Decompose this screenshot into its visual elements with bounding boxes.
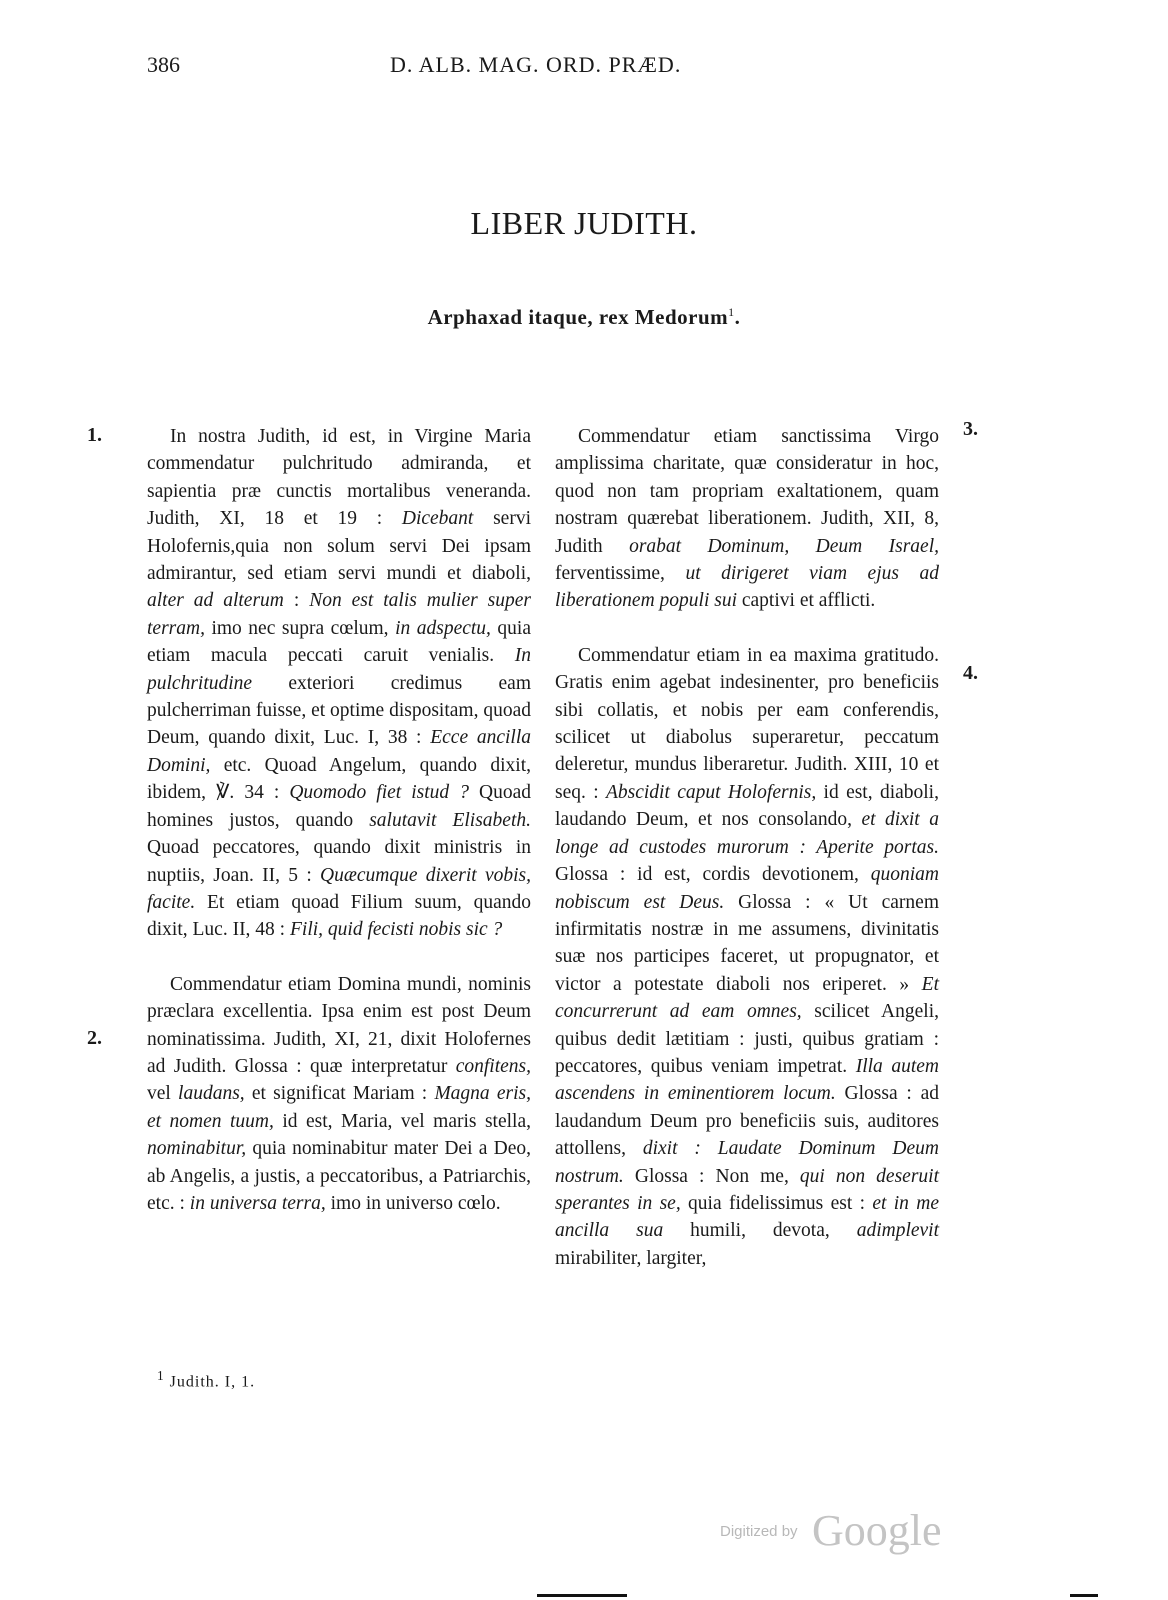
text-run: quia nominabitur mater Dei a Deo, ab Angelis, a justis, a peccatoribus, a Patriarchis, etc. :	[147, 1138, 531, 1214]
italic-run: et dixit a longe ad custodes murorum : Aperite portas.	[555, 809, 939, 858]
text-run: Et etiam quoad Filium suum, quando dixit, Luc. II, 48 :	[147, 891, 531, 941]
margin-number-2: 2.	[87, 1027, 102, 1049]
text-run: Quoad peccatores, quando dixit ministris in nuptiis, Joan. II, 5 :	[147, 837, 531, 886]
italic-run: Dicebant	[401, 508, 474, 530]
italic-run: laudans,	[178, 1083, 245, 1105]
text-run: quia etiam macula peccati caruit venialis.	[147, 617, 531, 667]
rubric-period: .	[734, 305, 741, 329]
watermark-prefix: Digitized by	[720, 1523, 798, 1540]
paragraph-4	[555, 642, 939, 1272]
text-run: Glossa : Non me,	[623, 1165, 800, 1187]
italic-run: Fili, quid fecisti nobis sic ?	[289, 919, 503, 941]
italic-run: orabat Dominum, Deum Israel,	[629, 535, 939, 557]
text-run: quia fidelissimus est :	[680, 1192, 873, 1214]
rubric-text: Arphaxad itaque, rex Medorum	[427, 305, 729, 329]
italic-run: Abscidit caput Holofernis,	[605, 781, 817, 803]
italic-run: ut dirigeret viam ejus ad liberationem populi sui	[555, 563, 939, 612]
italic-run: qui non deseruit sperantes in se,	[555, 1165, 939, 1214]
italic-run: in adspectu,	[395, 617, 491, 639]
italic-run: alter ad alterum	[147, 590, 284, 612]
running-head	[0, 52, 1168, 92]
italic-run: Magna eris, et nomen tuum,	[147, 1083, 532, 1132]
italic-run: Et concurrerunt ad eam omnes,	[555, 973, 939, 1023]
text-run: id est, diaboli, laudando Deum, et nos consolando,	[555, 781, 939, 831]
text-run: mirabiliter, largiter,	[555, 1247, 707, 1269]
digitized-watermark	[720, 1505, 950, 1555]
text-run: et significat Mariam :	[244, 1083, 435, 1105]
text-run: captivi et afflicti.	[737, 590, 876, 612]
italic-run: Quæcumque dixerit vobis, facite.	[147, 864, 531, 913]
margin-number-4: 4.	[963, 662, 978, 684]
margin-number-3: 3.	[963, 418, 978, 440]
text-run: servi Holofernis,quia non solum servi Dei ipsam admirantur, sed etiam servi mundi et diaboli,	[147, 508, 531, 585]
running-title: D. ALB. MAG. ORD. PRÆD.	[390, 52, 682, 77]
text-run: etc. Quoad Angelum, quando dixit, ibidem, ℣. 34 :	[147, 754, 531, 804]
text-run: Glossa : ad laudandum Deum pro beneficiis suis, auditores attollens,	[555, 1083, 939, 1160]
text-run: Commendatur etiam in ea maxima gratitudo. Gratis enim agebat indesinenter, pro beneficiis sibi collatis, et nobis per eam conferendis, scilicet ut diabolus superaretur, peccatum deleretur, mundus liberaretur. Judith. XIII, 10 et seq. :	[555, 644, 939, 803]
italic-run: et in me ancilla sua	[555, 1192, 940, 1242]
paragraph-3	[555, 423, 939, 615]
italic-run: Quomodo fiet istud ?	[289, 782, 469, 804]
paragraph-1	[147, 423, 531, 944]
italic-run: Non est talis mulier super terram,	[147, 590, 531, 639]
rubric-heading	[0, 305, 1168, 330]
text-run: imo in universo cœlo.	[325, 1192, 501, 1214]
text-run: humili, devota,	[663, 1220, 857, 1242]
italic-run: Ecce ancilla Domini,	[147, 727, 531, 776]
footnote-reference: 1	[728, 305, 735, 319]
italic-run: quoniam nobiscum est Deus.	[555, 864, 939, 913]
text-run: imo nec supra cœlum,	[204, 617, 396, 639]
bottom-rule	[537, 1594, 627, 1597]
text-run: :	[283, 590, 310, 612]
footnote	[157, 1368, 255, 1391]
italic-run: Illa autem ascendens in eminentiorem locum.	[555, 1055, 940, 1105]
text-run: id est, Maria, vel maris stella,	[273, 1110, 531, 1132]
italic-run: in universa terra,	[189, 1192, 326, 1214]
page-title: LIBER JUDITH.	[470, 205, 698, 241]
italic-run: dixit : Laudate Dominum Deum nostrum.	[555, 1138, 939, 1187]
footnote-text: Judith. I, 1.	[169, 1373, 256, 1391]
text-run: Quoad homines justos, quando	[147, 782, 531, 831]
text-run: Glossa : id est, cordis devotionem,	[555, 864, 871, 886]
italic-run: In pulchritudine	[147, 645, 531, 694]
italic-run: adimplevit	[856, 1220, 940, 1242]
text-run: vel	[147, 1083, 179, 1105]
italic-run: nominabitur,	[147, 1138, 247, 1160]
text-run: Glossa : « Ut carnem infirmitatis nostræ in me assumens, divinitatis suæ nos participes faceret, ut propugnator, et victor a potestate diaboli nos eriperet. »	[555, 891, 939, 995]
google-logo: Google	[812, 1506, 942, 1555]
bottom-corner-mark	[1070, 1594, 1098, 1597]
right-column	[555, 423, 939, 1272]
text-run: ferventissime,	[555, 563, 686, 585]
text-run: Commendatur etiam sanctissima Virgo amplissima charitate, quæ consideratur in hoc, quod non tam propriam exaltationem, quam nostram quærebat liberationem. Judith, XII, 8, Judith	[555, 426, 939, 557]
text-run: In nostra Judith, id est, in Virgine Maria commendatur pulchritudo admiranda, et sapientia præ cunctis mortalibus veneranda. Judith, XI, 18 et 19 :	[147, 426, 531, 530]
left-column	[147, 423, 531, 1217]
text-run: scilicet Angeli, quibus dedit lætitiam : justi, quibus gratiam : peccatores, quibus veniam impetrat.	[555, 1001, 939, 1077]
text-run: exteriori credimus eam pulcherriman fuisse, et optime dispositam, quoad Deum, quando dixit, Luc. I, 38 :	[147, 672, 531, 749]
text-run: Commendatur etiam Domina mundi, nominis præclara excellentia. Ipsa enim est post Deum nominatissima. Judith, XI, 21, dixit Holofernes ad Judith. Glossa : quæ interpretatur	[147, 973, 531, 1077]
margin-number-1: 1.	[87, 424, 102, 446]
italic-run: confitens,	[455, 1055, 531, 1077]
page-number: 386	[147, 52, 180, 77]
footnote-mark: 1	[157, 1368, 165, 1383]
paragraph-2	[147, 971, 531, 1218]
italic-run: salutavit Elisabeth.	[369, 809, 532, 831]
